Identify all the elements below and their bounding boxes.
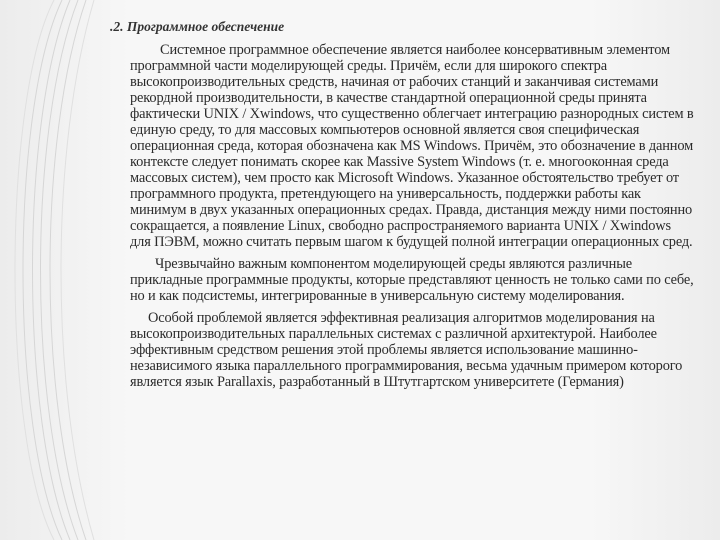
slide-title: .2. Программное обеспечение <box>110 19 285 34</box>
paragraph-application-software: Чрезвычайно важным компонентом моделирующей среды являются различные прикладные программные продукты, которые представляют ценность не только сами по себе, но и как подсистемы, интегрированные в универсальную систему моделирования. <box>130 256 694 304</box>
decorative-curves <box>10 0 105 540</box>
decorative-curves-graphic <box>10 0 105 540</box>
paragraph-parallel-algorithms: Особой проблемой является эффективная реализация алгоритмов моделирования на высокопроизводительных параллельных системах с различной архитектурой. Наиболее эффективным средством решения этой проблемы является использование машинно-независимого языка параллельного программирования, весьма удачным примером которого является язык Parallaxis, разработанный в Штутгартском университете (Германия) <box>130 310 683 390</box>
slide-body <box>130 42 695 390</box>
paragraph-system-software: Системное программное обеспечение является наиболее консервативным элементом программной части моделирующей среды. Причём, если для широкого спектра высокопроизводительных средств, начиная от рабочих станций и заканчивая системами рекордной производительности, в качестве стандартной операционной среды принята фактически UNIX / Xwindows, что существенно облегчает интеграцию разнородных систем в единую среду, то для массовых компьютеров основной является своя специфическая операционная среда, которая обозначена как MS Windows. Причём, это обозначение в данном контексте следует понимать скорее как Massive System Windows (т. е. многооконная среда массовых систем), чем просто как Microsoft Windows. Указанное обстоятельство требует от программного продукта, претендующего на универсальность, поддержки работы как минимум в двух указанных операционных средах. Правда, дистанция между ними постоянно сокращается, а появление Linux, свободно распространяемого варианта UNIX / Xwindows для ПЭВМ, можно считать первым шагом к будущей полной интеграции операционных сред. <box>130 42 694 250</box>
